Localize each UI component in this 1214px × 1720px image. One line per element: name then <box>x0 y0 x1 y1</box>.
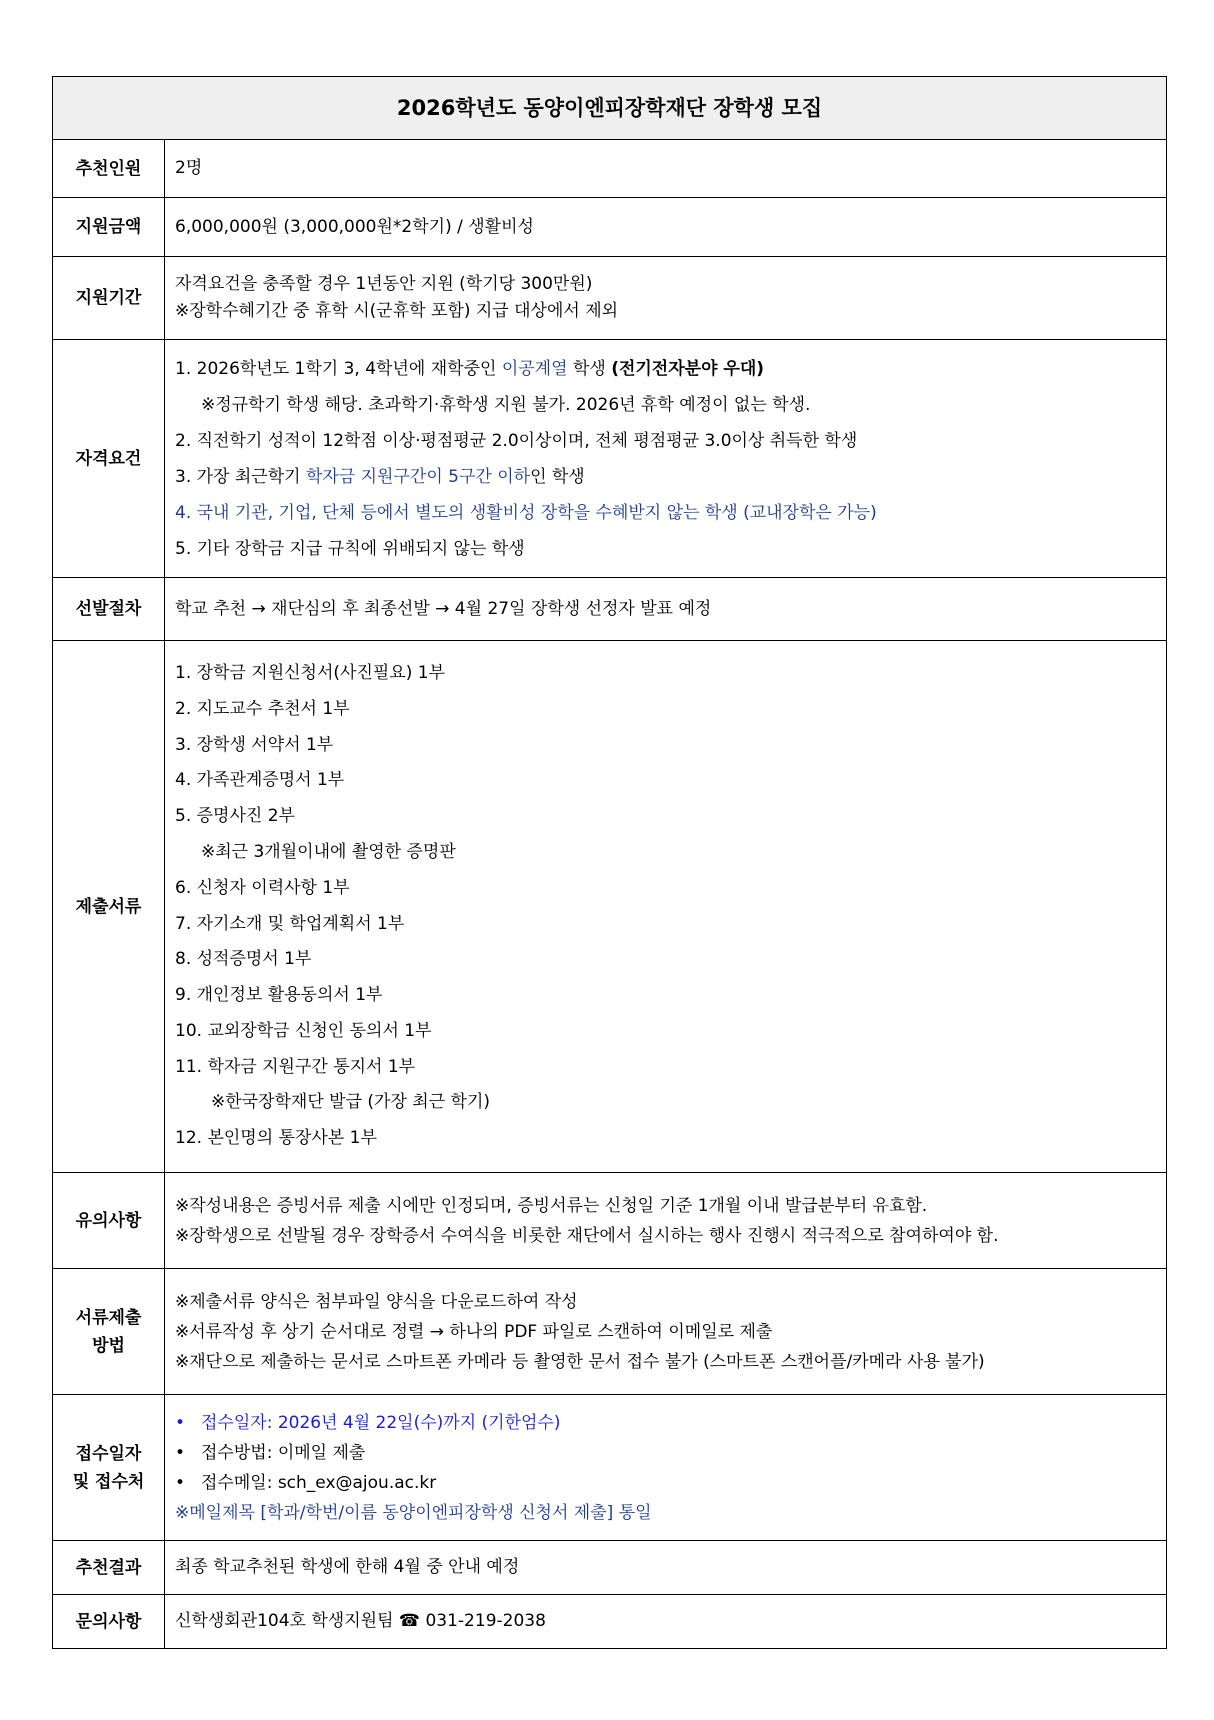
label-method <box>53 1269 165 1395</box>
row-period <box>53 257 1167 340</box>
label-submission <box>53 1395 165 1541</box>
qualification-item-1 <box>175 351 1158 387</box>
document-item: 8. 성적증명서 1부 <box>175 949 312 970</box>
label-submission-line-1: 접수일자 <box>75 1443 142 1464</box>
submission-subject-note: ※메일제목 [학과/학번/이름 동양이엔피장학생 신청서 제출] 통일 <box>175 1502 652 1523</box>
value-period <box>165 257 1167 340</box>
label-result: 추천결과 <box>53 1541 165 1595</box>
row-documents <box>53 641 1167 1173</box>
document-item: 3. 장학생 서약서 1부 <box>175 734 334 755</box>
label-method-line-2: 방법 <box>92 1335 125 1356</box>
document-item: 4. 가족관계증명서 1부 <box>175 770 345 791</box>
label-cautions: 유의사항 <box>53 1173 165 1269</box>
qual-3-post: 인 학생 <box>530 466 585 487</box>
document-item: 11. 학자금 지원구간 통지서 1부 <box>175 1056 416 1077</box>
method-line-1: ※제출서류 양식은 첨부파일 양식을 다운로드하여 작성 <box>175 1291 578 1312</box>
period-line-1: 자격요건을 충족할 경우 1년동안 지원 (학기당 300만원) <box>175 274 593 294</box>
document-note: ※최근 3개월이내에 촬영한 증명판 <box>201 841 456 862</box>
document-item: 5. 증명사진 2부 <box>175 806 295 827</box>
row-result <box>53 1541 1167 1595</box>
qualification-item-4: 4. 국내 기관, 기업, 단체 등에서 별도의 생활비성 장학을 수혜받지 않는 학생 (교내장학은 가능) <box>175 502 877 523</box>
submission-date-text: 접수일자: 2026년 4월 22일(수)까지 (기한엄수) <box>201 1412 561 1433</box>
value-selection: 학교 추천 → 재단심의 후 최종선발 → 4월 27일 장학생 선정자 발표 예정 <box>165 578 1167 641</box>
value-inquiry: 신학생회관104호 학생지원팀 ☎ 031-219-2038 <box>165 1595 1167 1649</box>
qual-1-text: 1. 2026학년도 1학기 3, 4학년에 재학중인 <box>175 358 502 379</box>
value-submission <box>165 1395 1167 1541</box>
notice-title: 2026학년도 동양이엔피장학재단 장학생 모집 <box>53 77 1167 140</box>
qual-1-highlight: 이공계열 <box>501 358 568 379</box>
row-submission <box>53 1395 1167 1541</box>
value-method <box>165 1269 1167 1395</box>
document-item: 12. 본인명의 통장사본 1부 <box>175 1128 377 1149</box>
document-item: 1. 장학금 지원신청서(사진필요) 1부 <box>175 662 445 683</box>
row-recommend <box>53 140 1167 198</box>
label-recommend: 추천인원 <box>53 140 165 198</box>
submission-date <box>175 1408 1158 1438</box>
label-inquiry: 문의사항 <box>53 1595 165 1649</box>
document-item: 10. 교외장학금 신청인 동의서 1부 <box>175 1020 432 1041</box>
label-period: 지원기간 <box>53 257 165 340</box>
caution-line-2: ※장학생으로 선발될 경우 장학증서 수여식을 비롯한 재단에서 실시하는 행사 진행시 적극적으로 참여하여야 함. <box>175 1225 999 1246</box>
qual-1-emphasis: (전기전자분야 우대) <box>611 358 765 379</box>
value-cautions <box>165 1173 1167 1269</box>
method-line-3: ※재단으로 제출하는 문서로 스마트폰 카메라 등 촬영한 문서 접수 불가 (스마트폰 스캔어플/카메라 사용 불가) <box>175 1351 985 1372</box>
row-selection <box>53 578 1167 641</box>
value-documents <box>165 641 1167 1173</box>
submission-email-text: 접수메일: sch_ex@ajou.ac.kr <box>201 1472 437 1493</box>
label-amount: 지원금액 <box>53 198 165 257</box>
row-cautions <box>53 1173 1167 1269</box>
value-qualification <box>165 340 1167 578</box>
bullet-icon: • <box>175 1412 186 1433</box>
qualification-item-3 <box>175 459 1158 495</box>
submission-method <box>175 1438 1158 1468</box>
qualification-item-5: 5. 기타 장학금 지급 규칙에 위배되지 않는 학생 <box>175 538 525 559</box>
row-qualification <box>53 340 1167 578</box>
qual-1-mid: 학생 <box>567 358 612 379</box>
label-submission-line-2: 및 접수처 <box>72 1471 145 1492</box>
bullet-icon: • <box>175 1472 186 1493</box>
scholarship-notice-table <box>52 76 1167 1649</box>
document-note: ※한국장학재단 발급 (가장 최근 학기) <box>211 1092 491 1113</box>
period-note: ※장학수혜기간 중 휴학 시(군휴학 포함) 지급 대상에서 제외 <box>175 301 619 321</box>
value-result: 최종 학교추천된 학생에 한해 4월 중 안내 예정 <box>165 1541 1167 1595</box>
label-documents: 제출서류 <box>53 641 165 1173</box>
bullet-icon: • <box>175 1442 186 1463</box>
qual-3-highlight: 학자금 지원구간이 5구간 이하 <box>305 466 531 487</box>
qual-3-text: 3. 가장 최근학기 <box>175 466 306 487</box>
label-method-line-1: 서류제출 <box>75 1307 142 1328</box>
submission-method-text: 접수방법: 이메일 제출 <box>201 1442 366 1463</box>
qualification-item-2: 2. 직전학기 성적이 12학점 이상·평점평균 2.0이상이며, 전체 평점평균 3.0이상 취득한 학생 <box>175 430 858 451</box>
method-line-2: ※서류작성 후 상기 순서대로 정렬 → 하나의 PDF 파일로 스캔하여 이메일로 제출 <box>175 1321 773 1342</box>
document-item: 2. 지도교수 추천서 1부 <box>175 698 350 719</box>
submission-email <box>175 1468 1158 1498</box>
caution-line-1: ※작성내용은 증빙서류 제출 시에만 인정되며, 증빙서류는 신청일 기준 1개월 이내 발급분부터 유효함. <box>175 1195 928 1216</box>
document-item: 9. 개인정보 활용동의서 1부 <box>175 985 383 1006</box>
value-amount: 6,000,000원 (3,000,000원*2학기) / 생활비성 <box>165 198 1167 257</box>
document-item: 7. 자기소개 및 학업계획서 1부 <box>175 913 405 934</box>
qualification-item-1-note: ※정규학기 학생 해당. 초과학기·휴학생 지원 불가. 2026년 휴학 예정이 없는 학생. <box>201 394 811 415</box>
row-amount <box>53 198 1167 257</box>
row-method <box>53 1269 1167 1395</box>
label-qualification: 자격요건 <box>53 340 165 578</box>
label-selection: 선발절차 <box>53 578 165 641</box>
document-item: 6. 신청자 이력사항 1부 <box>175 877 350 898</box>
value-recommend: 2명 <box>165 140 1167 198</box>
row-inquiry <box>53 1595 1167 1649</box>
